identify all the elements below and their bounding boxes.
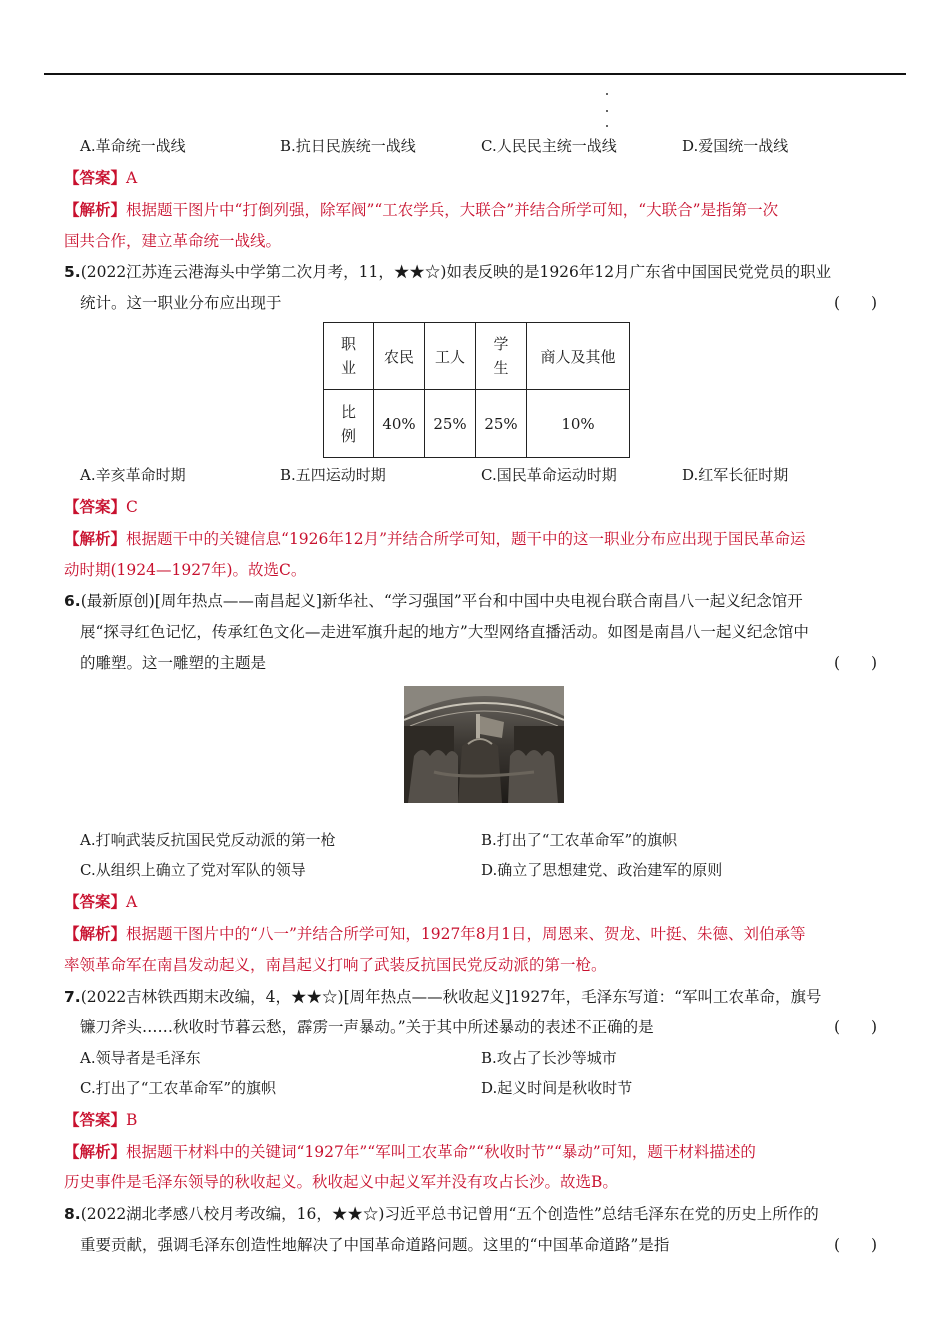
table-header-cell: 职业	[324, 323, 374, 390]
q6-stem: 6.(最新原创)[周年热点——南昌起义]新华社、“学习强国”平台和中国中央电视台联合南昌八一起义纪念馆开	[64, 592, 803, 610]
scan-dot	[606, 93, 608, 95]
q6-stem-line: 的雕塑。这一雕塑的主题是	[80, 654, 267, 672]
q8-stem: 8.(2022湖北孝感八校月考改编，16，★★☆)习近平总书记曾用“五个创造性”总结毛泽东在党的历史上所作的	[64, 1205, 819, 1223]
q5-answer-paren: ( )	[834, 294, 878, 312]
q6-stem-line: 展“探寻红色记忆，传承红色文化—走进军旗升起的地方”大型网络直播活动。如图是南昌八一起义纪念馆中	[80, 623, 809, 641]
table-header-cell: 商人及其他	[527, 323, 630, 390]
table-header-cell: 工人	[425, 323, 476, 390]
table-cell: 40%	[374, 390, 425, 458]
q6-analysis-line: 率领革命军在南昌发动起义，南昌起义打响了武装反抗国民党反动派的第一枪。	[64, 956, 607, 974]
q7-option-d: D.起义时间是秋收时节	[481, 1079, 633, 1097]
q5-stem-line: 统计。这一职业分布应出现于	[80, 294, 282, 312]
q5-occupation-table	[323, 322, 630, 458]
q4-option-b: B.抗日民族统一战线	[280, 137, 416, 155]
q6-option-c: C.从组织上确立了党对军队的领导	[80, 861, 306, 879]
sculpture-photo	[404, 686, 564, 803]
q7-stem: 7.(2022吉林铁西期末改编，4，★★☆)[周年热点——秋收起义]1927年，毛泽东写道：“军叫工农革命，旗号	[64, 988, 822, 1006]
q4-analysis-line: 国共合作，建立革命统一战线。	[64, 232, 282, 250]
q7-analysis: 【解析】根据题干材料中的关键词“1927年”“军叫工农革命”“秋收时节”“暴动”可知，题干材料描述的	[64, 1143, 756, 1161]
q4-answer: 【答案】A	[64, 169, 138, 187]
q6-answer: 【答案】A	[64, 893, 138, 911]
q7-option-b: B.攻占了长沙等城市	[481, 1049, 617, 1067]
header-rule	[44, 73, 906, 75]
q6-option-d: D.确立了思想建党、政治建军的原则	[481, 861, 723, 879]
table-cell: 比例	[324, 390, 374, 458]
table-cell: 25%	[425, 390, 476, 458]
q5-analysis-line: 动时期(1924—1927年)。故选C。	[64, 561, 307, 579]
q7-option-c: C.打出了“工农革命军”的旗帜	[80, 1079, 277, 1097]
q5-stem: 5.(2022江苏连云港海头中学第二次月考，11，★★☆)如表反映的是1926年12月广东省中国国民党党员的职业	[64, 263, 832, 281]
table-cell: 10%	[527, 390, 630, 458]
q4-analysis: 【解析】根据题干图片中“打倒列强，除军阀”“工农学兵，大联合”并结合所学可知，“大联合”是指第一次	[64, 201, 779, 219]
q5-option-d: D.红军长征时期	[682, 466, 789, 484]
q4-option-d: D.爱国统一战线	[682, 137, 789, 155]
q6-option-b: B.打出了“工农革命军”的旗帜	[481, 831, 678, 849]
table-cell: 25%	[476, 390, 527, 458]
q5-option-c: C.国民革命运动时期	[481, 466, 617, 484]
q8-stem-line: 重要贡献，强调毛泽东创造性地解决了中国革命道路问题。这里的“中国革命道路”是指	[80, 1236, 670, 1254]
q7-analysis-line: 历史事件是毛泽东领导的秋收起义。秋收起义中起义军并没有攻占长沙。故选B。	[64, 1173, 618, 1191]
q4-option-c: C.人民民主统一战线	[481, 137, 617, 155]
scan-dot	[606, 110, 608, 112]
table-header-cell: 学生	[476, 323, 527, 390]
q6-answer-paren: ( )	[834, 654, 878, 672]
q6-analysis: 【解析】根据题干图片中的“八一”并结合所学可知，1927年8月1日，周恩来、贺龙、叶挺、朱德、刘伯承等	[64, 925, 806, 943]
scan-dot	[606, 125, 608, 127]
q7-stem-line: 镰刀斧头……秋收时节暮云愁，霹雳一声暴动。”关于其中所述暴动的表述不正确的是	[80, 1018, 654, 1036]
q5-option-a: A.辛亥革命时期	[80, 466, 186, 484]
q5-answer: 【答案】C	[64, 498, 138, 516]
q7-option-a: A.领导者是毛泽东	[80, 1049, 201, 1067]
q8-answer-paren: ( )	[834, 1236, 878, 1254]
sculpture-image	[404, 686, 564, 803]
q6-option-a: A.打响武装反抗国民党反动派的第一枪	[80, 831, 336, 849]
table-header-cell: 农民	[374, 323, 425, 390]
q7-answer-paren: ( )	[834, 1018, 878, 1036]
q5-analysis: 【解析】根据题干中的关键信息“1926年12月”并结合所学可知，题干中的这一职业分布应出现于国民革命运	[64, 530, 806, 548]
q4-option-a: A.革命统一战线	[80, 137, 186, 155]
q7-answer: 【答案】B	[64, 1111, 138, 1129]
q5-option-b: B.五四运动时期	[280, 466, 386, 484]
